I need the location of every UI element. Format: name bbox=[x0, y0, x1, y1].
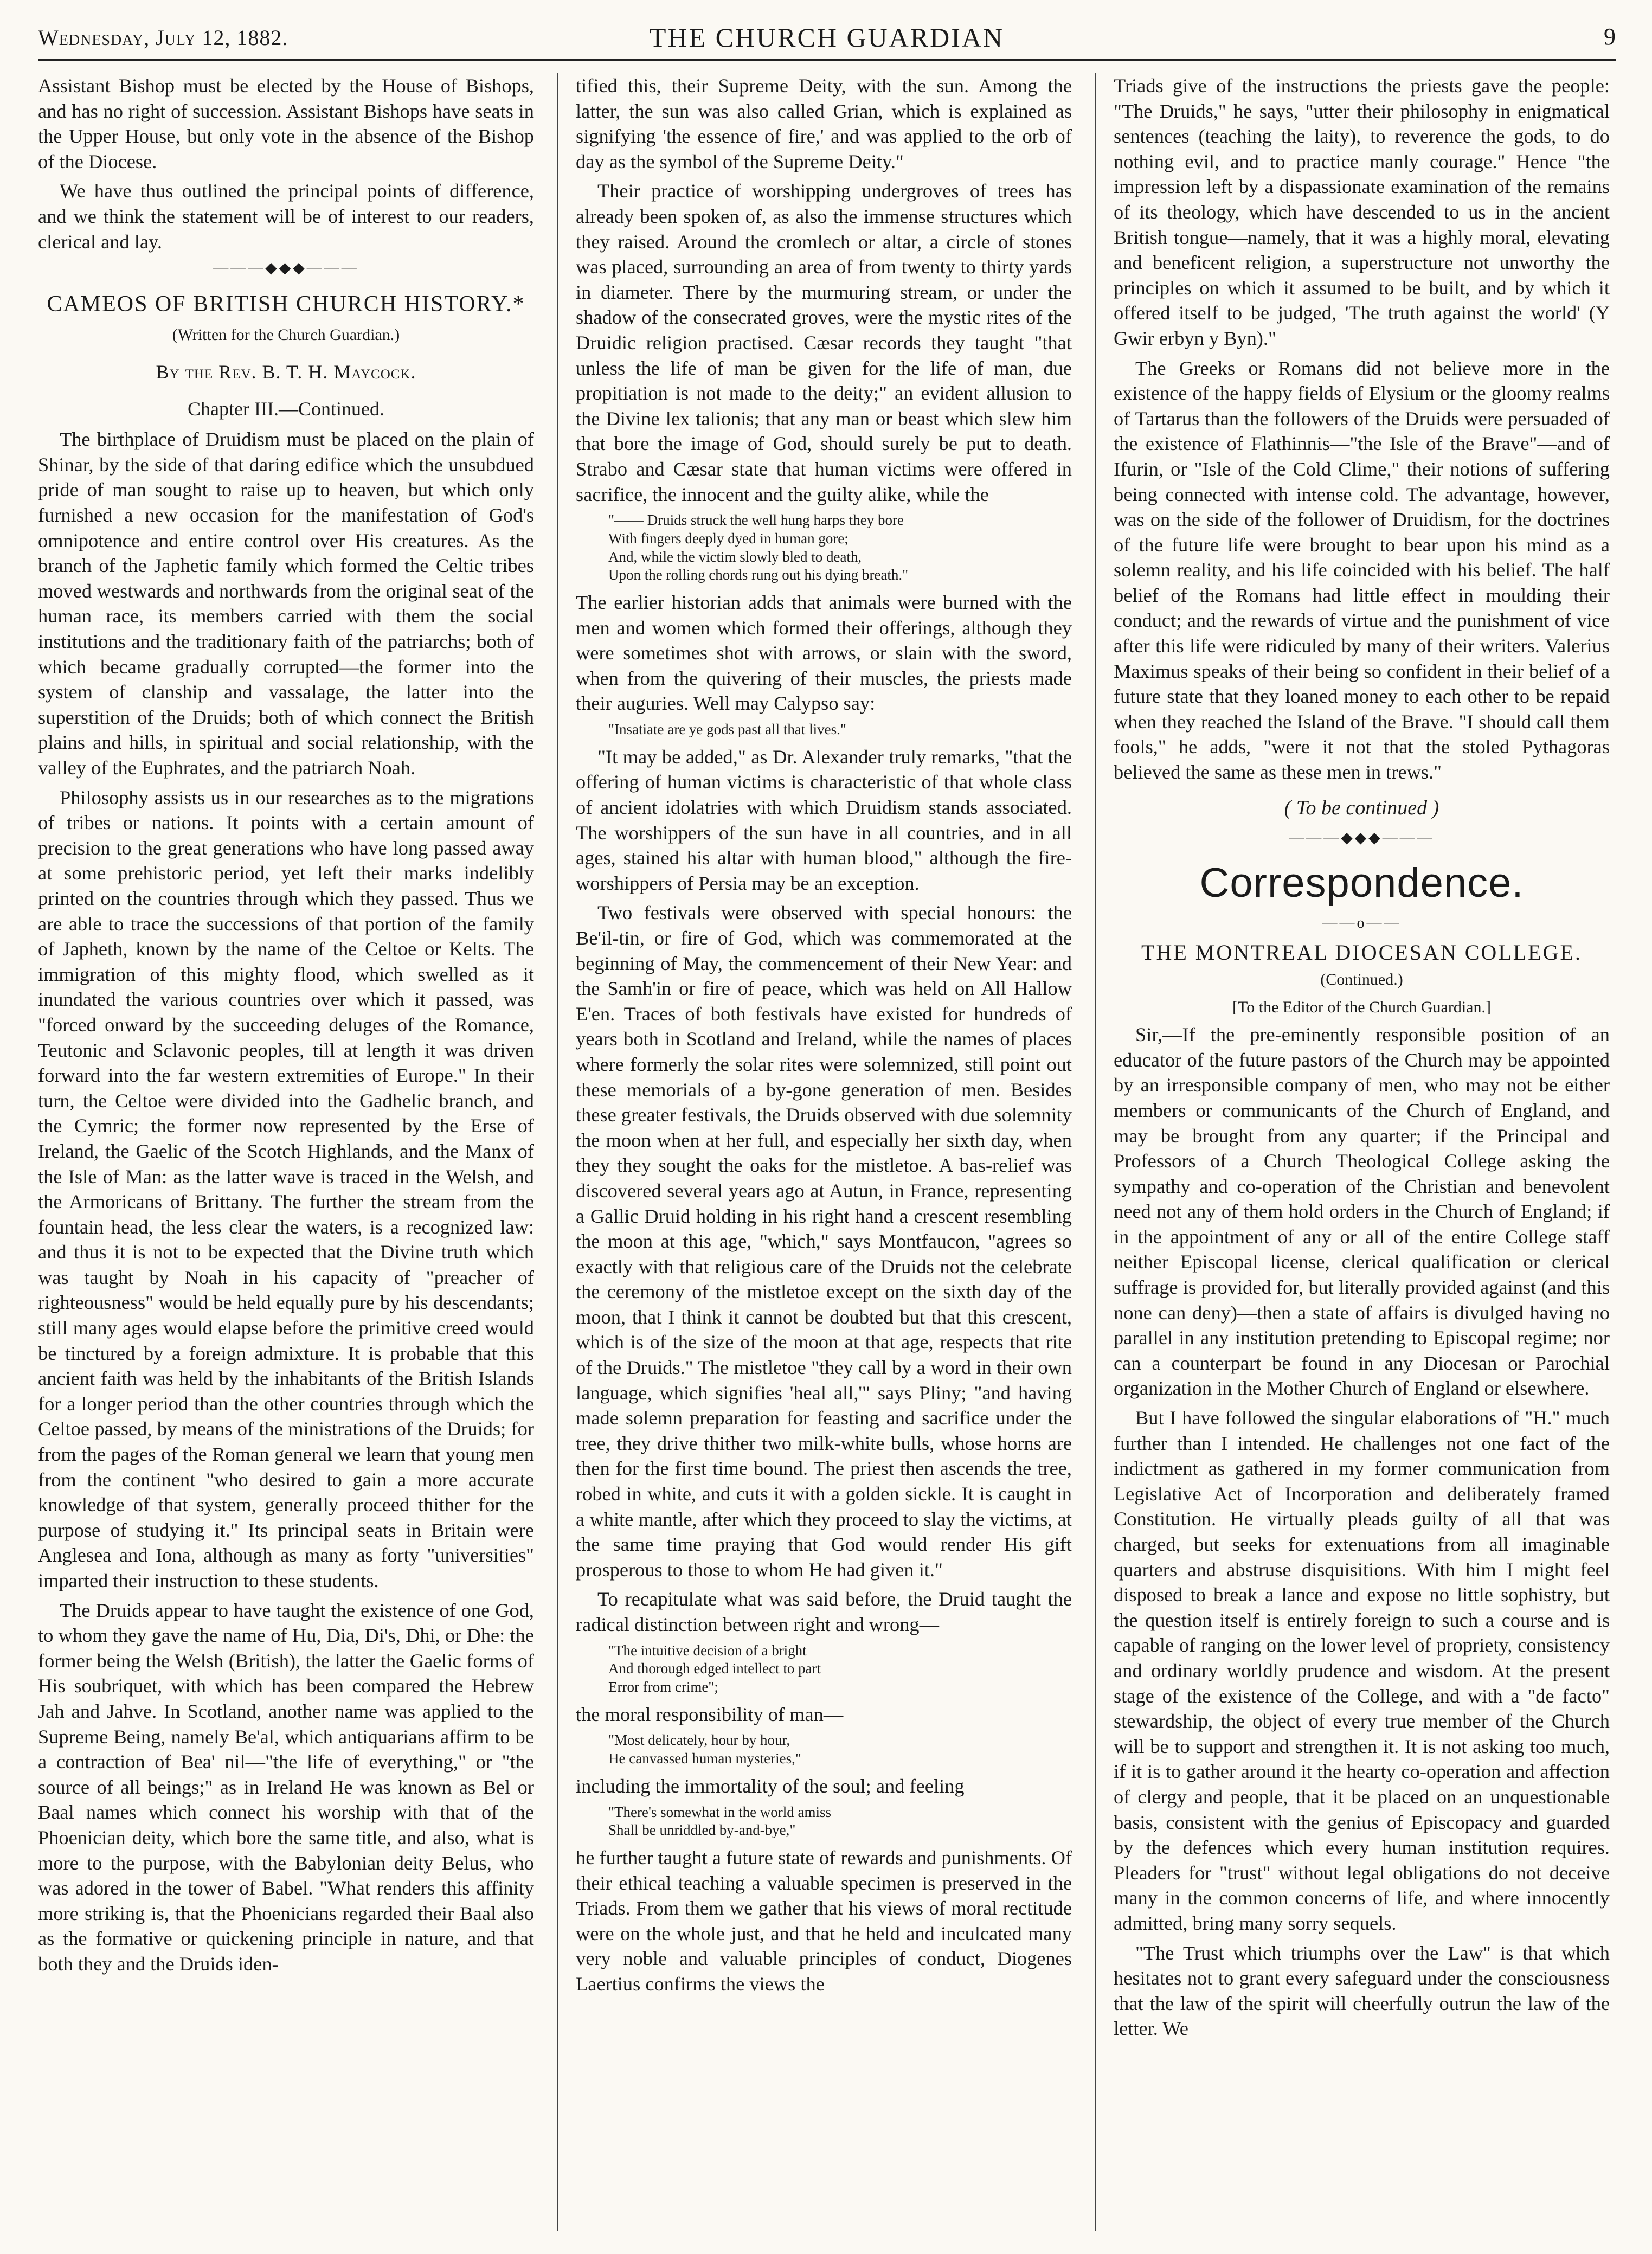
paragraph: To recapitulate what was said before, the Druid taught the radical distinction between right and wrong— bbox=[576, 1588, 1072, 1635]
paragraph: Triads give of the instructions the priests gave the people: "The Druids," he says, "utter their philosophy in enigmatical sentences (teaching the laity), to reverence the gods, to do nothing evil, and to practice manly courage." Hence "the impression left by a dispassionate examination of the remains of its theology, which have descended to us in the ancient British tongue—namely, that it was a highly moral, elevating and beneficent religion, a superstructure not unworthy the principles on which it assumed to be built, and by which it offered itself to be judged, 'The truth against the world' (Y Gwir erbyn y Byn)." bbox=[1114, 75, 1610, 349]
paragraph: he further taught a future state of rewards and punishments. Of their ethical teaching a valuable specimen is preserved in the Triads. From them we gather that his views of moral rectitude were on the whole just, and that he held and inculcated many very noble and valuable principles of conduct, Diogenes Laertius confirms the views the bbox=[576, 1847, 1072, 1995]
verse-line: And thorough edged intellect to part bbox=[608, 1660, 821, 1677]
verse-quote bbox=[608, 511, 1072, 585]
paragraph: We have thus outlined the principal points of difference, and we think the statement will be of interest to our readers, clerical and lay. bbox=[38, 180, 534, 253]
paragraph: Their practice of worshipping undergroves of trees has already been spoken of, as also the immense structures which they raised. Around the cromlech or altar, a circle of stones was placed, surrounding an area of from twenty to thirty yards in diameter. There by the murmuring stream, or under the shadow of the consecrated groves, were the mystic rites of the Druidic religion practised. Cæsar records they taught "that unless the life of man be given for the life of man, due propitiation is not made to the deity;" an evident allusion to the Divine lex talionis; that any man or beast which slew him that bore the image of God, should surely be put to death. Strabo and Cæsar state that human victims were offered in sacrifice, the innocent and the guilty alike, while the bbox=[576, 180, 1072, 505]
paragraph: The earlier historian adds that animals were burned with the men and women which formed their offerings, although they were sometimes shot with arrows, or slain with the sword, when from the quivering of their muscles, the priests made their auguries. Well may Calypso say: bbox=[576, 592, 1072, 715]
verse-line: "There's somewhat in the world amiss bbox=[608, 1803, 832, 1820]
editor-address: [To the Editor of the Church Guardian.] bbox=[1232, 998, 1491, 1016]
ornament-divider: ——o—— bbox=[1322, 915, 1402, 932]
paragraph: Sir,—If the pre-eminently responsible position of an educator of the future pastors of the Church may be appointed by an irresponsible company of men, who may not be either members or communicants of the Church of England, and may be brought from any quarter; if the Principal and Professors of a Church Theological College asking the sympathy and co-operation of the Christian and benevolent need not any of them hold orders in the Church of England; if in the appointment of any or all of the entire College staff neither Episcopal license, clerical qualification or clerical suffrage is provided for, but literally provided against (and this none can deny)—then a state of affairs is divulged having no parallel in any institution pretending to Episcopal regime; nor can a counterpart be found in any Diocesan or Parochial organization in the Mother Church of England or elsewhere. bbox=[1114, 1024, 1610, 1399]
verse-line: "Insatiate are ye gods past all that lives." bbox=[608, 721, 846, 738]
verse-quote bbox=[608, 1803, 1072, 1840]
paragraph: "It may be added," as Dr. Alexander truly remarks, "that the offering of human victims is characteristic of that whole class of ancient idolatries with which Druidism stands associated. The worshippers of the sun have in all countries, and in all ages, stained his altar with human blood," although the fire-worshippers of Persia may be an exception. bbox=[576, 746, 1072, 894]
verse-line: Shall be unriddled by-and-bye," bbox=[608, 1822, 796, 1839]
verse-line: With fingers deeply dyed in human gore; bbox=[608, 530, 849, 547]
column-rule bbox=[557, 73, 558, 2231]
column-right bbox=[1114, 73, 1610, 2231]
byline: By the Rev. B. T. H. Maycock. bbox=[156, 361, 416, 383]
paragraph: "The Trust which triumphs over the Law" is that which hesitates not to grant every safeguard under the consciousness that the law of the spirit will cheerfully outrun the law of the letter. We bbox=[1114, 1942, 1610, 2040]
to-be-continued: ( To be continued ) bbox=[1284, 796, 1439, 819]
column-rule bbox=[1095, 73, 1096, 2231]
page-number: 9 bbox=[1604, 23, 1616, 50]
masthead-title: THE CHURCH GUARDIAN bbox=[649, 22, 1005, 53]
paragraph: Two festivals were observed with special honours: the Be'il-tin, or fire of God, which was commemorated at the beginning of May, the commencement of their New Year: and the Samh'in or fire of peace, which was held on All Hallow E'en. Traces of both festivals have existed for hundreds of years both in Scotland and Ireland, while the names of places where formerly the solar rites were solemnized, still point out these memorials of a by-gone generation of men. Besides these greater festivals, the Druids observed with due solemnity the moon when at her full, and especially her sixth day, when they they sought the oaks for the mistletoe. A bas-relief was discovered several years ago at Autun, in France, representing a Gallic Druid holding in his right hand a crescent resembling the moon at this age, "which," says Montfaucon, "agrees so exactly with that religious care of the Druids not the celebrate the ceremony of the mistletoe except on the sixth day of the moon, that I think it cannot be doubted but that this crescent, which is of the size of the moon at that age, respects that rite of the Druids." The mistletoe "they call by a word in their own language, which signifies 'heal all,'" says Pliny; "and having made solemn preparation for feasting and sacrifice under the tree, they drive thither two milk-white bulls, whose horns are then for the first time bound. The priest then ascends the tree, robed in white, and cuts it with a golden sickle. It is caught in a white mantle, after which they proceed to slay the victims, at the same time praying that God would render His gift prosperous to those to whom He had given it." bbox=[576, 902, 1072, 1581]
paragraph: the moral responsibility of man— bbox=[576, 1703, 844, 1725]
ornament-divider: ———◆◆◆——— bbox=[1289, 830, 1435, 847]
verse-quote bbox=[608, 1642, 1072, 1697]
column-left bbox=[38, 73, 534, 2231]
paragraph: But I have followed the singular elaborations of "H." much further than I intended. He challenges not one fact of the indictment as gathered in my former communication from Legislative Act of Incorporation and deliberately framed Constitution. He virtually pleads guilty of all that was charged, but seeks for extenuations from all imaginable quarters and abstruse disquisitions. With him I might feel disposed to break a lance and expose no little sophistry, but the question itself is entirely foreign to such a course and is capable of ranging on the lower level of propriety, consistency and ordinary worldly prudence and wisdom. At the present stage of the existence of the College, and with a "de facto" stewardship, the object of every true member of the Church will be to support and strengthen it. It is not asking too much, if it is to gather around it the hearty co-operation and affection of clergy and people, that it be placed on an unquestionable basis, consistent with the genius of Episcopacy and guarded by the defences which every human institution requires. Pleaders for "trust" without legal obligations do not deceive many in the common concerns of life, and where innocently admitted, bring many sorry sequels. bbox=[1114, 1407, 1610, 1934]
paragraph: Philosophy assists us in our researches as to the migrations of tribes or nations. It points with a certain amount of precision to the great generations who have long passed away at some prehistoric period, yet left their marks indelibly printed on the countries through which they passed. Thus we are able to trace the successions of that portion of the family of Japheth, known by the name of the Celtoe or Kelts. The immigration of this mighty flood, which swelled as it inundated the various countries over which it passed, was "forced onward by the succeeding deluges of the Romance, Teutonic and Sclavonic peoples, till at length it was driven forward into the far western extremities of Europe." In their turn, the Celtoe were divided into the Gadhelic branch, and the Cymric; the former now represented by the Erse of Ireland, the Gaelic of the Scotch Highlands, and the Manx of the Isle of Man: as the latter wave is traced in the Welsh, and the Armoricans of Brittany. The further the stream from the fountain head, the less clear the waters, is a recognized law: and thus it is not to be expected that the Divine truth which was taught by Noah in his capacity of "preacher of righteousness" would be held equally pure by his descendants; still many ages would elapse before the primitive creed would be tinctured by a foreign admixture. It is probable that this ancient faith was held by the inhabitants of the British Islands for a longer period than the other countries through which the Celtoe passed, by means of the ministrations of the Druids; for from the pages of the Roman general we learn that young men from the continent "who desired to gain a more accurate knowledge of that system, generally proceed thither for the purpose of studying it." Its principal seats in Britain were Anglesea and Iona, although as many as forty "universities" imparted their instruction to these students. bbox=[38, 786, 534, 1591]
verse-line: He canvassed human mysteries," bbox=[608, 1750, 801, 1767]
paragraph: including the immortality of the soul; and feeling bbox=[576, 1775, 965, 1797]
verse-line: And, while the victim slowly bled to death, bbox=[608, 548, 862, 565]
article-title: CAMEOS OF BRITISH CHURCH HISTORY.* bbox=[47, 291, 525, 317]
column-middle bbox=[576, 73, 1072, 2231]
issue-date: Wednesday, July 12, 1882. bbox=[38, 25, 288, 50]
page-header bbox=[38, 21, 1616, 61]
paragraph: Assistant Bishop must be elected by the House of Bishops, and has no right of succession. Assistant Bishops have seats in the Upper House, but only vote in the absence of the Bishop of the Diocese. bbox=[38, 75, 534, 172]
paragraph: tified this, their Supreme Deity, with the sun. Among the latter, the sun was also called Grian, which is explained as signifying 'the essence of fire,' and was applied to the orb of day as the symbol of the Supreme Deity." bbox=[576, 75, 1072, 172]
letter-continued: (Continued.) bbox=[1320, 971, 1403, 989]
paragraph: The Greeks or Romans did not believe more in the existence of the happy fields of Elysium or the gloomy realms of Tartarus than the followers of the Druids were persuaded of the existence of Flathinnis—"the Isle of the Brave"—and of Ifurin, or "Isle of the Cold Clime," their notions of suffering being connected with intense cold. The advantage, however, was on the side of the follower of Druidism, for the doctrines of the future life were brought to bear upon his mind as a solemn reality, and his life coincided with his belief. The half belief of the Romans had little effect in moulding their conduct; and the rewards of virtue and the punishment of vice after this life were ridiculed by many of their writers. Valerius Maximus speaks of their being so confident in their belief of a future state that they loaned money to each other to be repaid when they reached the Island of the Brave. "I should call them fools," he adds, "were it not that the stoled Pythagoras believed the same as these men in trews." bbox=[1114, 357, 1610, 784]
ornament-divider: ———◆◆◆——— bbox=[213, 260, 359, 277]
verse-line: Error from crime"; bbox=[608, 1679, 718, 1696]
verse-quote bbox=[608, 721, 1072, 739]
verse-line: Upon the rolling chords rung out his dying breath." bbox=[608, 567, 909, 583]
section-title: Correspondence. bbox=[1199, 860, 1524, 907]
letter-title: THE MONTREAL DIOCESAN COLLEGE. bbox=[1141, 940, 1582, 965]
paragraph: The Druids appear to have taught the existence of one God, to whom they gave the name of Hu, Dia, Di's, Dhi, or Dhe: the former being the Welsh (British), the latter the Gaelic forms of His soubriquet, with which has been compared the Hebrew Jah and Jahve. In Scotland, another name was applied to the Supreme Being, namely Be'al, which antiquarians affirm to be a contraction of Bea' nil—"the life of everything," or "the source of all beings;" as in Ireland He was known as Bel or Baal names which connect his worship with that of the Phoenician deity, which bore the same title, and also, what is more to the purpose, with the Babylonian deity Belus, who was adored in the tower of Babel. "What renders this affinity more striking is, that the Phoenicians regarded their Baal also as the formative or quickening principle in nature, and that both they and the Druids iden- bbox=[38, 1599, 534, 1975]
verse-line: "—— Druids struck the well hung harps they bore bbox=[608, 512, 904, 529]
article-note: (Written for the Church Guardian.) bbox=[172, 325, 400, 344]
verse-quote bbox=[608, 1731, 1072, 1768]
verse-line: "Most delicately, hour by hour, bbox=[608, 1732, 790, 1749]
paragraph: The birthplace of Druidism must be placed on the plain of Shinar, by the side of that daring edifice which the unsubdued pride of man sought to raise up to heaven, but which only furnished a new occasion for the manifestation of God's omnipotence and entire control over His creatures. As the branch of the Japhetic family which formed the Celtic tribes moved westwards and northwards from the original seat of the human race, its members carried with them the social institutions and the traditionary faith of the patriarchs; both of which became gradually corrupted—the former into the system of clanship and vassalage, the latter into the superstition of the Druids; both of which connect the British plains and hills, in spiritual and social relationship, with the valley of the Euphrates, and the patriarch Noah. bbox=[38, 428, 534, 779]
verse-line: "The intuitive decision of a bright bbox=[608, 1642, 807, 1659]
chapter-heading: Chapter III.—Continued. bbox=[188, 398, 384, 420]
